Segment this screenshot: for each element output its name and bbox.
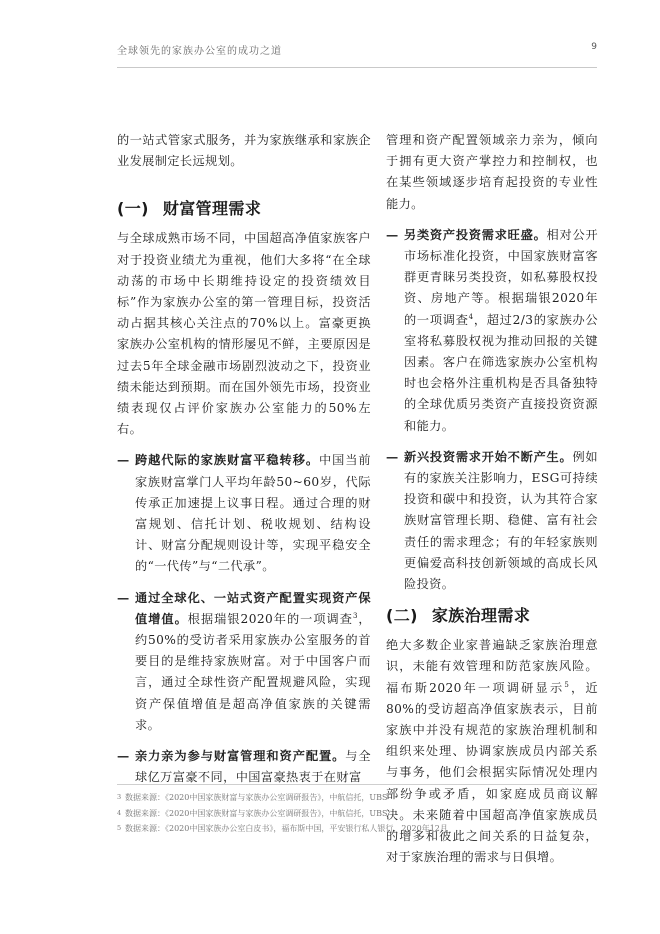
header-divider [117, 67, 597, 68]
footnote-number: 5 [117, 824, 122, 832]
section-number: (一) [117, 199, 149, 219]
continued-paragraph: 管理和资产配置领域亲力亲为，倾向于拥有更大资产掌控力和控制权，也在某些领域逐步培育起投资的专业性能力。 [386, 133, 598, 211]
bullet-text: 根据瑞银2020年的一项调查 [187, 611, 353, 626]
section-heading-governance [386, 605, 598, 627]
bullet-text: 例如有的家族关注影响力，ESG可持续投资和碳中和投资，认为其符合家族财富管理长期、稳健、富有社会责任的需求理念；有的年轻家族则更偏爱高科技创新领域的高成长风险投资。 [404, 449, 598, 592]
bullet-dash: — [117, 453, 130, 468]
running-title: 全球领先的家族办公室的成功之道 [117, 46, 282, 57]
footnote-number: 3 [117, 793, 122, 801]
bullet-lead: 新兴投资需求开始不断产生。 [404, 449, 573, 464]
paragraph-text: 绝大多数企业家普遍缺乏家族治理意识，未能有效管理和防范家族风险。福布斯2020年一项调研显示 [386, 638, 598, 695]
bullet-lead: 亲力亲为参与财富管理和资产配置。 [135, 749, 346, 764]
footnote-text: 数据来源：《2020中国家族财富与家族办公室调研报告》，中航信托，UBS [125, 808, 388, 818]
footnote-divider [117, 784, 597, 785]
bullet-dash: — [386, 227, 399, 242]
section-title: 财富管理需求 [162, 199, 262, 219]
bullet-text: ，约50%的受访者采用家族办公室服务的首要目的是维持家族财富。对于中国客户而言，通过全球性资产配置规避风险，实现资产保值增值是超高净值家族的关键需求。 [135, 611, 371, 732]
page-number: 9 [591, 42, 597, 52]
bullet-item [117, 450, 371, 577]
footnote-ref[interactable]: 4 [468, 312, 474, 321]
bullet-item [386, 225, 598, 437]
footnote-number: 4 [117, 808, 122, 817]
bullet-lead: 跨越代际的家族财富平稳转移。 [135, 453, 319, 468]
left-column [117, 130, 371, 788]
footnote [117, 790, 597, 806]
right-column [386, 130, 598, 869]
bullet-dash: — [386, 449, 399, 464]
wealth-paragraph: 与全球成熟市场不同，中国超高净值家族客户对于投资业绩尤为重视，他们大多将“在全球动荡的市场中长期维持设定的投资绩效目标”作为家族办公室的第一管理目标，投资活动占据其核心关注点的70%以上。富豪更换家族办公室机构的情形屡见不鲜，主要原因是过去5年全球金融市场剧烈波动之下，投资业绩未能达到预期。而在国外领先市场，投资业绩表现仅占评价家族办公室能力的50%左右。 [117, 231, 371, 437]
section-heading-wealth [117, 198, 371, 220]
bullet-item [386, 447, 598, 595]
bullet-text: 中国当前家族财富掌门人平均年龄50~60岁，代际传承正加速提上议事日程。通过合理的财富规划、信托计划、税收规划、结构设计、财富分配规则设计等，实现平稳安全的“一代传”与“二代承”。 [135, 453, 371, 574]
paragraph-text: ，近80%的受访超高净值家族表示，目前家族中并没有规范的家族治理机制和组织来处理、协调家族成员内部关系与事务，他们会根据实际情况处理内部纷争或矛盾，如家庭成员商议解决。未来随着中国超高净值家族成员的增多和彼此之间关系的日益复杂，对于家族治理的需求与日俱增。 [386, 680, 598, 865]
bullet-text: 与全球亿万富豪不同，中国富豪热衷于在财富 [135, 749, 371, 785]
bullet-lead: 另类资产投资需求旺盛。 [404, 227, 547, 242]
intro-paragraph: 的一站式管家式服务，并为家族继承和家族企业发展制定长远规划。 [117, 133, 371, 169]
bullet-text: ，超过2/3的家族办公室将私募股权视为推动回报的关键因素。客户在筛选家族办公室机构时也会格外注重机构是否具备独特的全球优质另类资产直接投资资源和能力。 [404, 312, 599, 433]
section-number: (二) [386, 606, 418, 626]
section-title: 家族治理需求 [431, 606, 531, 626]
footnote-text: 数据来源：《2020中国家族办公室白皮书》，福布斯中国，平安银行私人银行，2020年12月 [125, 824, 448, 833]
page-header [117, 42, 597, 58]
footnote [117, 806, 597, 822]
bullet-item [117, 746, 371, 788]
footnote [117, 821, 597, 837]
footnote-ref[interactable]: 5 [564, 680, 570, 689]
bullet-dash: — [117, 749, 130, 764]
footnote-ref[interactable]: 3 [352, 611, 358, 620]
bullet-dash: — [117, 590, 130, 605]
bullet-lead: 通过全球化、一站式资产配置实现资产保值增值。 [135, 590, 371, 626]
footnote-text: 数据来源：《2020中国家族财富与家族办公室调研报告》，中航信托，UBS [125, 793, 388, 802]
footnotes [117, 790, 597, 837]
bullet-text: 相对公开市场标准化投资，中国家族财富客群更青睐另类投资，如私募股权投资、房地产等。根据瑞银2020年的一项调查 [404, 227, 598, 327]
bullet-item [117, 588, 371, 736]
